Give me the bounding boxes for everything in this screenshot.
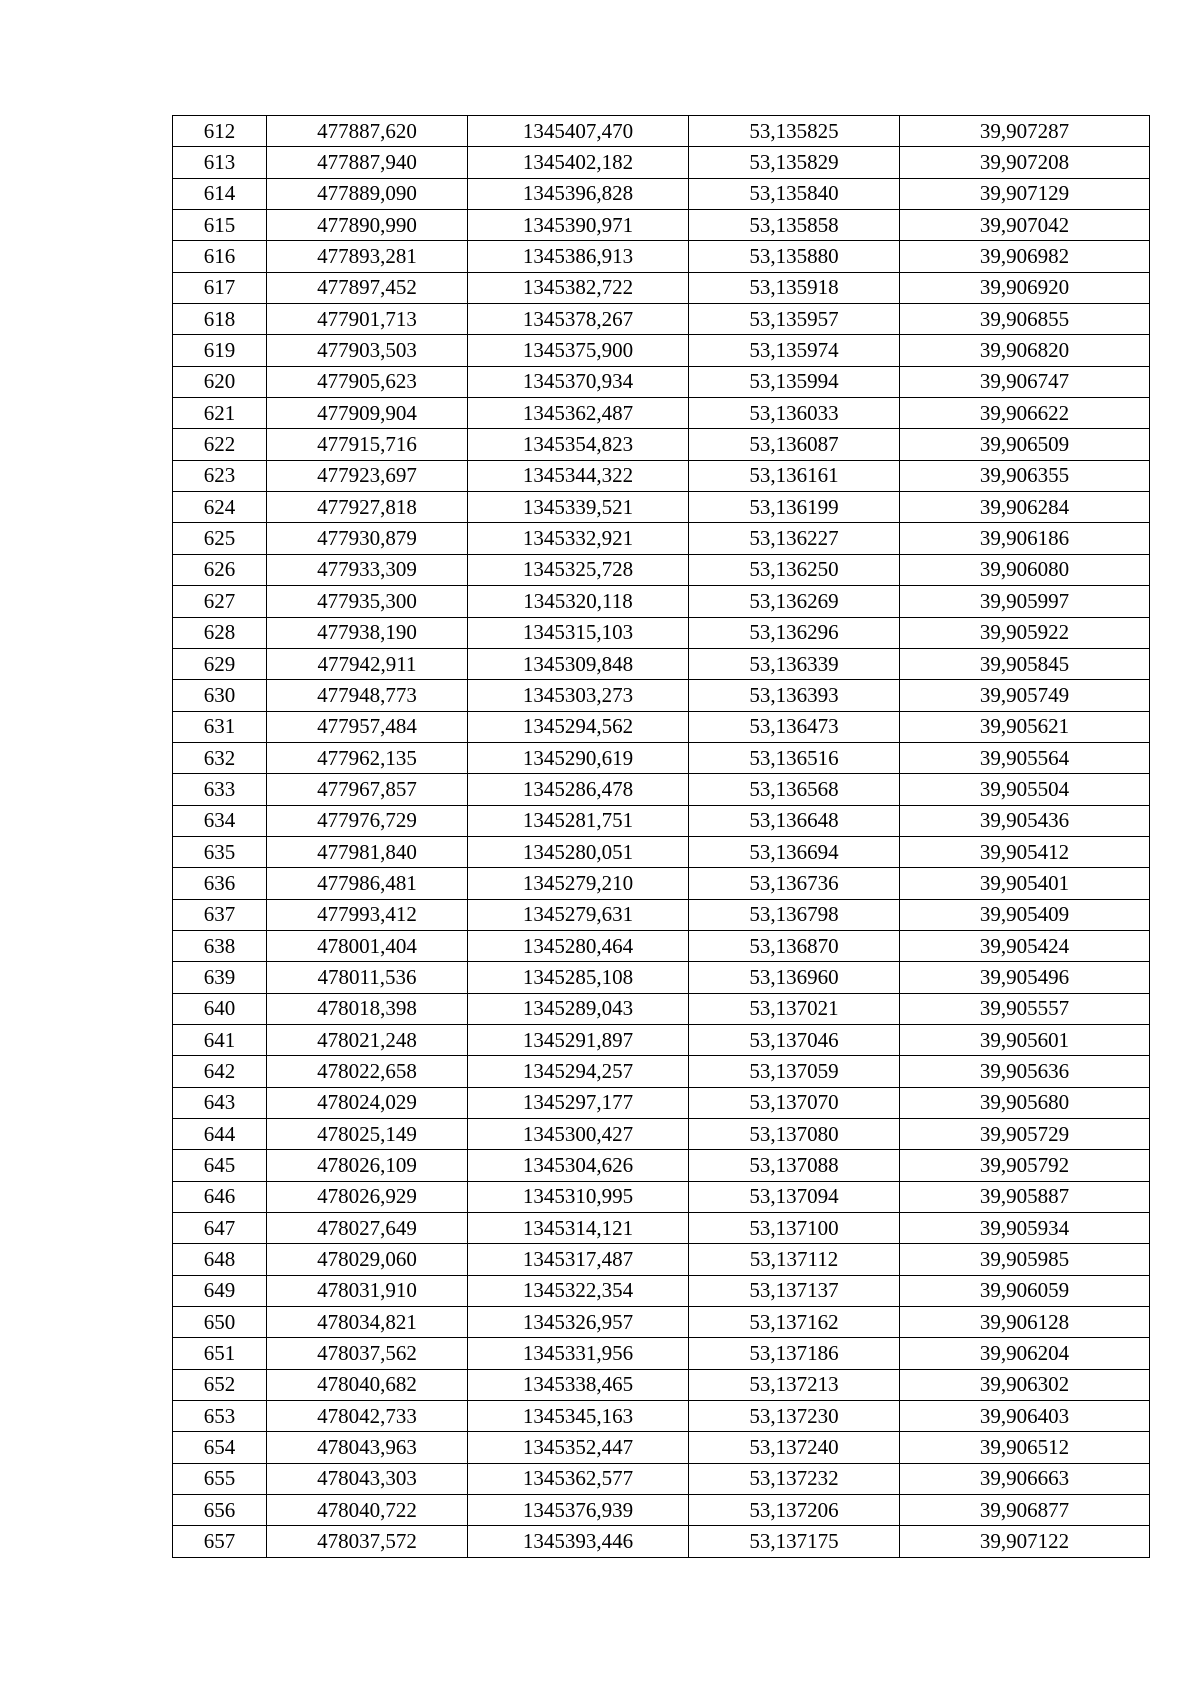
- latitude-cell: 53,135829: [689, 147, 900, 178]
- point-number-cell: 646: [173, 1181, 267, 1212]
- coordinates-table-body: [173, 116, 1150, 1558]
- point-number-cell: 622: [173, 429, 267, 460]
- latitude-cell: 53,136516: [689, 742, 900, 773]
- latitude-cell: 53,136087: [689, 429, 900, 460]
- x-coordinate-cell: 477893,281: [267, 241, 468, 272]
- point-number-cell: 626: [173, 554, 267, 585]
- longitude-cell: 39,906855: [900, 304, 1150, 335]
- x-coordinate-cell: 478037,562: [267, 1338, 468, 1369]
- table-row: [173, 1087, 1150, 1118]
- x-coordinate-cell: 477938,190: [267, 617, 468, 648]
- longitude-cell: 39,905564: [900, 742, 1150, 773]
- x-coordinate-cell: 477957,484: [267, 711, 468, 742]
- table-row: [173, 1056, 1150, 1087]
- table-row: [173, 210, 1150, 241]
- y-coordinate-cell: 1345304,626: [468, 1150, 689, 1181]
- y-coordinate-cell: 1345354,823: [468, 429, 689, 460]
- x-coordinate-cell: 478029,060: [267, 1244, 468, 1275]
- x-coordinate-cell: 478024,029: [267, 1087, 468, 1118]
- point-number-cell: 623: [173, 460, 267, 491]
- y-coordinate-cell: 1345279,631: [468, 899, 689, 930]
- latitude-cell: 53,137137: [689, 1275, 900, 1306]
- y-coordinate-cell: 1345407,470: [468, 116, 689, 147]
- table-row: [173, 836, 1150, 867]
- longitude-cell: 39,905792: [900, 1150, 1150, 1181]
- latitude-cell: 53,137059: [689, 1056, 900, 1087]
- x-coordinate-cell: 477887,620: [267, 116, 468, 147]
- point-number-cell: 621: [173, 398, 267, 429]
- longitude-cell: 39,905934: [900, 1213, 1150, 1244]
- longitude-cell: 39,905997: [900, 586, 1150, 617]
- point-number-cell: 612: [173, 116, 267, 147]
- y-coordinate-cell: 1345396,828: [468, 178, 689, 209]
- table-row: [173, 492, 1150, 523]
- latitude-cell: 53,136960: [689, 962, 900, 993]
- longitude-cell: 39,905601: [900, 1024, 1150, 1055]
- x-coordinate-cell: 477901,713: [267, 304, 468, 335]
- latitude-cell: 53,137094: [689, 1181, 900, 1212]
- longitude-cell: 39,905985: [900, 1244, 1150, 1275]
- point-number-cell: 648: [173, 1244, 267, 1275]
- point-number-cell: 635: [173, 836, 267, 867]
- y-coordinate-cell: 1345310,995: [468, 1181, 689, 1212]
- y-coordinate-cell: 1345370,934: [468, 366, 689, 397]
- latitude-cell: 53,136694: [689, 836, 900, 867]
- x-coordinate-cell: 477909,904: [267, 398, 468, 429]
- x-coordinate-cell: 478037,572: [267, 1526, 468, 1557]
- longitude-cell: 39,906204: [900, 1338, 1150, 1369]
- latitude-cell: 53,136736: [689, 868, 900, 899]
- y-coordinate-cell: 1345331,956: [468, 1338, 689, 1369]
- y-coordinate-cell: 1345378,267: [468, 304, 689, 335]
- x-coordinate-cell: 477935,300: [267, 586, 468, 617]
- latitude-cell: 53,136870: [689, 930, 900, 961]
- point-number-cell: 657: [173, 1526, 267, 1557]
- latitude-cell: 53,136033: [689, 398, 900, 429]
- longitude-cell: 39,905729: [900, 1119, 1150, 1150]
- y-coordinate-cell: 1345338,465: [468, 1369, 689, 1400]
- table-row: [173, 930, 1150, 961]
- x-coordinate-cell: 477967,857: [267, 774, 468, 805]
- y-coordinate-cell: 1345386,913: [468, 241, 689, 272]
- latitude-cell: 53,137070: [689, 1087, 900, 1118]
- latitude-cell: 53,137088: [689, 1150, 900, 1181]
- longitude-cell: 39,907042: [900, 210, 1150, 241]
- latitude-cell: 53,135880: [689, 241, 900, 272]
- point-number-cell: 631: [173, 711, 267, 742]
- table-row: [173, 1432, 1150, 1463]
- table-row: [173, 554, 1150, 585]
- y-coordinate-cell: 1345376,939: [468, 1495, 689, 1526]
- longitude-cell: 39,906059: [900, 1275, 1150, 1306]
- table-row: [173, 1244, 1150, 1275]
- latitude-cell: 53,136648: [689, 805, 900, 836]
- y-coordinate-cell: 1345280,051: [468, 836, 689, 867]
- x-coordinate-cell: 478018,398: [267, 993, 468, 1024]
- latitude-cell: 53,137240: [689, 1432, 900, 1463]
- latitude-cell: 53,136393: [689, 680, 900, 711]
- table-row: [173, 398, 1150, 429]
- latitude-cell: 53,137213: [689, 1369, 900, 1400]
- x-coordinate-cell: 478011,536: [267, 962, 468, 993]
- latitude-cell: 53,136227: [689, 523, 900, 554]
- point-number-cell: 613: [173, 147, 267, 178]
- latitude-cell: 53,137230: [689, 1401, 900, 1432]
- table-row: [173, 116, 1150, 147]
- y-coordinate-cell: 1345317,487: [468, 1244, 689, 1275]
- longitude-cell: 39,906284: [900, 492, 1150, 523]
- point-number-cell: 620: [173, 366, 267, 397]
- table-row: [173, 523, 1150, 554]
- point-number-cell: 639: [173, 962, 267, 993]
- point-number-cell: 650: [173, 1307, 267, 1338]
- point-number-cell: 624: [173, 492, 267, 523]
- latitude-cell: 53,135840: [689, 178, 900, 209]
- longitude-cell: 39,907287: [900, 116, 1150, 147]
- y-coordinate-cell: 1345390,971: [468, 210, 689, 241]
- point-number-cell: 633: [173, 774, 267, 805]
- x-coordinate-cell: 478027,649: [267, 1213, 468, 1244]
- y-coordinate-cell: 1345382,722: [468, 272, 689, 303]
- x-coordinate-cell: 478022,658: [267, 1056, 468, 1087]
- point-number-cell: 640: [173, 993, 267, 1024]
- y-coordinate-cell: 1345393,446: [468, 1526, 689, 1557]
- y-coordinate-cell: 1345315,103: [468, 617, 689, 648]
- table-row: [173, 1401, 1150, 1432]
- point-number-cell: 655: [173, 1463, 267, 1494]
- longitude-cell: 39,906186: [900, 523, 1150, 554]
- x-coordinate-cell: 477993,412: [267, 899, 468, 930]
- longitude-cell: 39,905401: [900, 868, 1150, 899]
- longitude-cell: 39,905845: [900, 648, 1150, 679]
- latitude-cell: 53,136269: [689, 586, 900, 617]
- longitude-cell: 39,905749: [900, 680, 1150, 711]
- point-number-cell: 627: [173, 586, 267, 617]
- y-coordinate-cell: 1345289,043: [468, 993, 689, 1024]
- longitude-cell: 39,906509: [900, 429, 1150, 460]
- latitude-cell: 53,135957: [689, 304, 900, 335]
- table-row: [173, 742, 1150, 773]
- latitude-cell: 53,136161: [689, 460, 900, 491]
- point-number-cell: 654: [173, 1432, 267, 1463]
- latitude-cell: 53,137021: [689, 993, 900, 1024]
- x-coordinate-cell: 477889,090: [267, 178, 468, 209]
- table-row: [173, 1495, 1150, 1526]
- table-row: [173, 648, 1150, 679]
- longitude-cell: 39,905887: [900, 1181, 1150, 1212]
- point-number-cell: 616: [173, 241, 267, 272]
- latitude-cell: 53,137186: [689, 1338, 900, 1369]
- table-row: [173, 1307, 1150, 1338]
- latitude-cell: 53,136296: [689, 617, 900, 648]
- y-coordinate-cell: 1345322,354: [468, 1275, 689, 1306]
- x-coordinate-cell: 478025,149: [267, 1119, 468, 1150]
- longitude-cell: 39,905436: [900, 805, 1150, 836]
- point-number-cell: 617: [173, 272, 267, 303]
- table-row: [173, 460, 1150, 491]
- table-row: [173, 899, 1150, 930]
- x-coordinate-cell: 478042,733: [267, 1401, 468, 1432]
- longitude-cell: 39,906747: [900, 366, 1150, 397]
- longitude-cell: 39,906128: [900, 1307, 1150, 1338]
- latitude-cell: 53,137112: [689, 1244, 900, 1275]
- latitude-cell: 53,137100: [689, 1213, 900, 1244]
- latitude-cell: 53,137046: [689, 1024, 900, 1055]
- point-number-cell: 636: [173, 868, 267, 899]
- latitude-cell: 53,136473: [689, 711, 900, 742]
- y-coordinate-cell: 1345280,464: [468, 930, 689, 961]
- table-row: [173, 178, 1150, 209]
- table-row: [173, 1338, 1150, 1369]
- latitude-cell: 53,135974: [689, 335, 900, 366]
- table-row: [173, 711, 1150, 742]
- point-number-cell: 618: [173, 304, 267, 335]
- y-coordinate-cell: 1345402,182: [468, 147, 689, 178]
- table-row: [173, 1150, 1150, 1181]
- x-coordinate-cell: 477923,697: [267, 460, 468, 491]
- table-row: [173, 993, 1150, 1024]
- point-number-cell: 653: [173, 1401, 267, 1432]
- y-coordinate-cell: 1345362,487: [468, 398, 689, 429]
- longitude-cell: 39,906403: [900, 1401, 1150, 1432]
- x-coordinate-cell: 478031,910: [267, 1275, 468, 1306]
- table-row: [173, 1181, 1150, 1212]
- y-coordinate-cell: 1345285,108: [468, 962, 689, 993]
- x-coordinate-cell: 477890,990: [267, 210, 468, 241]
- x-coordinate-cell: 477897,452: [267, 272, 468, 303]
- latitude-cell: 53,137206: [689, 1495, 900, 1526]
- y-coordinate-cell: 1345286,478: [468, 774, 689, 805]
- x-coordinate-cell: 477887,940: [267, 147, 468, 178]
- x-coordinate-cell: 477915,716: [267, 429, 468, 460]
- x-coordinate-cell: 478040,682: [267, 1369, 468, 1400]
- point-number-cell: 656: [173, 1495, 267, 1526]
- table-row: [173, 680, 1150, 711]
- y-coordinate-cell: 1345294,562: [468, 711, 689, 742]
- x-coordinate-cell: 478043,963: [267, 1432, 468, 1463]
- table-row: [173, 1119, 1150, 1150]
- x-coordinate-cell: 477981,840: [267, 836, 468, 867]
- longitude-cell: 39,905424: [900, 930, 1150, 961]
- longitude-cell: 39,905636: [900, 1056, 1150, 1087]
- point-number-cell: 641: [173, 1024, 267, 1055]
- x-coordinate-cell: 478026,929: [267, 1181, 468, 1212]
- point-number-cell: 619: [173, 335, 267, 366]
- point-number-cell: 630: [173, 680, 267, 711]
- y-coordinate-cell: 1345320,118: [468, 586, 689, 617]
- table-row: [173, 1275, 1150, 1306]
- point-number-cell: 634: [173, 805, 267, 836]
- coordinates-table: [172, 115, 1150, 1558]
- point-number-cell: 651: [173, 1338, 267, 1369]
- latitude-cell: 53,135858: [689, 210, 900, 241]
- point-number-cell: 652: [173, 1369, 267, 1400]
- latitude-cell: 53,135918: [689, 272, 900, 303]
- table-row: [173, 805, 1150, 836]
- table-row: [173, 335, 1150, 366]
- x-coordinate-cell: 477930,879: [267, 523, 468, 554]
- point-number-cell: 625: [173, 523, 267, 554]
- table-row: [173, 241, 1150, 272]
- point-number-cell: 629: [173, 648, 267, 679]
- longitude-cell: 39,905922: [900, 617, 1150, 648]
- longitude-cell: 39,907122: [900, 1526, 1150, 1557]
- y-coordinate-cell: 1345345,163: [468, 1401, 689, 1432]
- y-coordinate-cell: 1345290,619: [468, 742, 689, 773]
- y-coordinate-cell: 1345281,751: [468, 805, 689, 836]
- point-number-cell: 647: [173, 1213, 267, 1244]
- longitude-cell: 39,905496: [900, 962, 1150, 993]
- y-coordinate-cell: 1345375,900: [468, 335, 689, 366]
- latitude-cell: 53,135994: [689, 366, 900, 397]
- longitude-cell: 39,906622: [900, 398, 1150, 429]
- table-row: [173, 304, 1150, 335]
- x-coordinate-cell: 478021,248: [267, 1024, 468, 1055]
- y-coordinate-cell: 1345344,322: [468, 460, 689, 491]
- point-number-cell: 614: [173, 178, 267, 209]
- table-row: [173, 1024, 1150, 1055]
- x-coordinate-cell: 477927,818: [267, 492, 468, 523]
- longitude-cell: 39,907129: [900, 178, 1150, 209]
- longitude-cell: 39,907208: [900, 147, 1150, 178]
- point-number-cell: 637: [173, 899, 267, 930]
- x-coordinate-cell: 477962,135: [267, 742, 468, 773]
- latitude-cell: 53,136250: [689, 554, 900, 585]
- table-row: [173, 774, 1150, 805]
- longitude-cell: 39,906663: [900, 1463, 1150, 1494]
- y-coordinate-cell: 1345294,257: [468, 1056, 689, 1087]
- longitude-cell: 39,905680: [900, 1087, 1150, 1118]
- y-coordinate-cell: 1345325,728: [468, 554, 689, 585]
- longitude-cell: 39,905504: [900, 774, 1150, 805]
- y-coordinate-cell: 1345291,897: [468, 1024, 689, 1055]
- y-coordinate-cell: 1345279,210: [468, 868, 689, 899]
- y-coordinate-cell: 1345309,848: [468, 648, 689, 679]
- latitude-cell: 53,136568: [689, 774, 900, 805]
- y-coordinate-cell: 1345352,447: [468, 1432, 689, 1463]
- x-coordinate-cell: 477986,481: [267, 868, 468, 899]
- x-coordinate-cell: 478026,109: [267, 1150, 468, 1181]
- x-coordinate-cell: 477903,503: [267, 335, 468, 366]
- latitude-cell: 53,135825: [689, 116, 900, 147]
- x-coordinate-cell: 478034,821: [267, 1307, 468, 1338]
- longitude-cell: 39,905409: [900, 899, 1150, 930]
- longitude-cell: 39,906877: [900, 1495, 1150, 1526]
- table-row: [173, 1463, 1150, 1494]
- x-coordinate-cell: 478040,722: [267, 1495, 468, 1526]
- table-row: [173, 147, 1150, 178]
- x-coordinate-cell: 477948,773: [267, 680, 468, 711]
- longitude-cell: 39,905557: [900, 993, 1150, 1024]
- longitude-cell: 39,906512: [900, 1432, 1150, 1463]
- longitude-cell: 39,906820: [900, 335, 1150, 366]
- latitude-cell: 53,137080: [689, 1119, 900, 1150]
- point-number-cell: 649: [173, 1275, 267, 1306]
- longitude-cell: 39,906080: [900, 554, 1150, 585]
- point-number-cell: 638: [173, 930, 267, 961]
- y-coordinate-cell: 1345303,273: [468, 680, 689, 711]
- x-coordinate-cell: 477976,729: [267, 805, 468, 836]
- y-coordinate-cell: 1345339,521: [468, 492, 689, 523]
- x-coordinate-cell: 477933,309: [267, 554, 468, 585]
- longitude-cell: 39,905621: [900, 711, 1150, 742]
- point-number-cell: 632: [173, 742, 267, 773]
- latitude-cell: 53,136339: [689, 648, 900, 679]
- x-coordinate-cell: 477905,623: [267, 366, 468, 397]
- table-row: [173, 962, 1150, 993]
- longitude-cell: 39,906355: [900, 460, 1150, 491]
- latitude-cell: 53,137232: [689, 1463, 900, 1494]
- longitude-cell: 39,906920: [900, 272, 1150, 303]
- table-row: [173, 429, 1150, 460]
- longitude-cell: 39,906302: [900, 1369, 1150, 1400]
- point-number-cell: 615: [173, 210, 267, 241]
- point-number-cell: 642: [173, 1056, 267, 1087]
- point-number-cell: 643: [173, 1087, 267, 1118]
- x-coordinate-cell: 478043,303: [267, 1463, 468, 1494]
- table-row: [173, 1526, 1150, 1557]
- longitude-cell: 39,905412: [900, 836, 1150, 867]
- table-row: [173, 586, 1150, 617]
- point-number-cell: 644: [173, 1119, 267, 1150]
- table-row: [173, 366, 1150, 397]
- table-row: [173, 617, 1150, 648]
- table-row: [173, 868, 1150, 899]
- y-coordinate-cell: 1345300,427: [468, 1119, 689, 1150]
- point-number-cell: 645: [173, 1150, 267, 1181]
- latitude-cell: 53,136798: [689, 899, 900, 930]
- latitude-cell: 53,137175: [689, 1526, 900, 1557]
- y-coordinate-cell: 1345332,921: [468, 523, 689, 554]
- table-row: [173, 1369, 1150, 1400]
- y-coordinate-cell: 1345362,577: [468, 1463, 689, 1494]
- latitude-cell: 53,136199: [689, 492, 900, 523]
- y-coordinate-cell: 1345314,121: [468, 1213, 689, 1244]
- table-row: [173, 272, 1150, 303]
- x-coordinate-cell: 477942,911: [267, 648, 468, 679]
- point-number-cell: 628: [173, 617, 267, 648]
- y-coordinate-cell: 1345297,177: [468, 1087, 689, 1118]
- x-coordinate-cell: 478001,404: [267, 930, 468, 961]
- longitude-cell: 39,906982: [900, 241, 1150, 272]
- table-row: [173, 1213, 1150, 1244]
- y-coordinate-cell: 1345326,957: [468, 1307, 689, 1338]
- latitude-cell: 53,137162: [689, 1307, 900, 1338]
